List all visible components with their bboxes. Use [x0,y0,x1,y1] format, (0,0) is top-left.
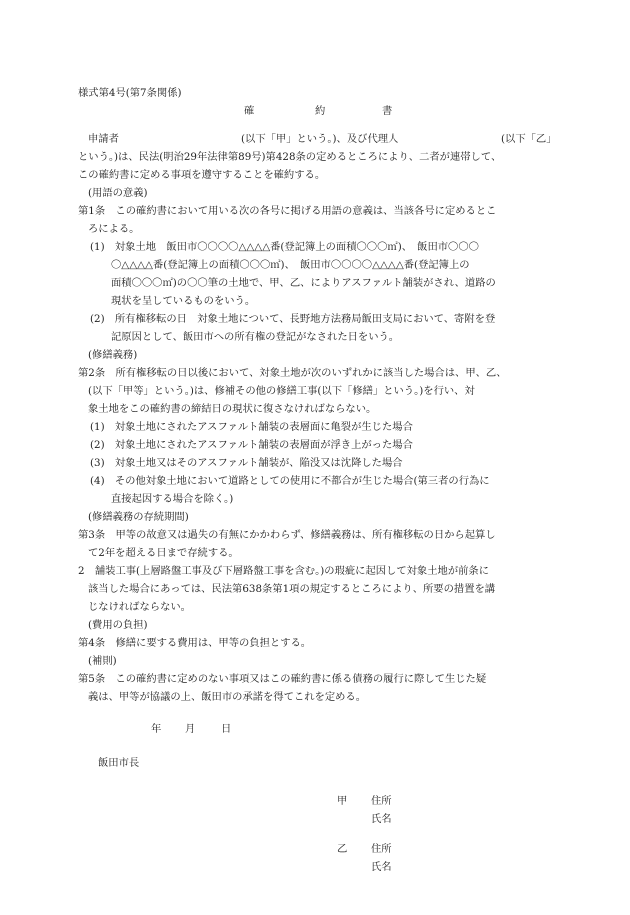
heading-2: (修繕義務) [88,349,138,361]
address-label: 住所 [371,795,392,807]
article-2-item-4: (4) その他対象土地において道路としての使用に不都合が生じた場合(第三者の行為に [90,475,490,487]
title-char: 書 [382,105,393,117]
article-2-item-1: (1) 対象土地にされたアスファルト舗装の表層面に亀裂が生じた場合 [90,421,413,433]
intro-applicant: 申請者 [88,133,119,145]
article-1-item-1: 面積〇〇〇㎡)の〇〇筆の土地で、甲、乙、によりアスファルト舗装がされ、道路の [111,277,496,289]
intro-line-3: この確約書に定める事項を遵守することを確約する。 [78,169,326,181]
article-1-item-1: 現状を呈しているものをいう。 [111,295,256,307]
address-label: 住所 [371,843,392,855]
heading-1: (用語の意義) [88,187,148,199]
article-3-paragraph-2: じなければならない。 [88,601,191,613]
article-2-line: 象土地をこの確約書の締結日の現状に復さなければならない。 [88,403,377,415]
article-3-line: て2年を超える日まで存続する。 [88,547,239,559]
party-ko-address [78,792,556,810]
heading-5: (補則) [88,655,117,667]
intro-line-2: という。)は、民法(明治29年法律第89号)第428条の定めるところにより、二者が連帯して、 [78,151,502,163]
document-title [78,102,556,120]
article-1-line: ろによる。 [88,223,140,235]
party-otsu-address [78,840,556,858]
addressee: 飯田市長 [98,757,140,769]
article-1-item-2: 記原因として、飯田市への所有権の登記がなされた日をいう。 [111,331,400,343]
intro-otsu: (以下「乙」 [501,133,557,145]
title-char: 約 [315,105,326,117]
heading-4: (費用の負担) [88,619,148,631]
intro-agent: (以下「甲」という。)、及び代理人 [241,133,399,145]
article-3-paragraph-2: 該当した場合にあっては、民法第638条第1項の規定するところにより、所要の措置を講 [88,583,496,595]
article-1-line: 第1条 この確約書において用いる次の各号に掲げる用語の意義は、当該各号に定めるとこ [78,205,497,217]
date-day: 日 [221,723,232,735]
article-2-line: 第2条 所有権移転の日以後において、対象土地が次のいずれかに該当した場合は、甲、乙、 [78,367,507,379]
article-3-line: 第3条 甲等の故意又は過失の有無にかかわらず、修繕義務は、所有権移転の日から起算し [78,529,496,541]
article-1-item-1: 〇△△△△番(登記簿上の面積〇〇〇㎡)、 飯田市〇〇〇〇△△△△番(登記簿上の [111,259,470,271]
name-label: 氏名 [371,813,392,825]
party-otsu-name [78,858,556,876]
date-year: 年 [151,723,162,735]
document-body [78,84,556,876]
article-5-line: 第5条 この確約書に定めのない事項又はこの確約書に係る債務の履行に際して生じた疑 [78,673,487,685]
date-month: 月 [185,723,196,735]
article-3-paragraph-2: 2 舗装工事(上層路盤工事及び下層路盤工事を含む。)の瑕疵に起因して対象土地が前条に [78,565,490,577]
party-role: 甲 [337,795,348,807]
article-2-item-3: (3) 対象土地又はそのアスファルト舗装が、陥没又は沈降した場合 [90,457,403,469]
article-1-item-2: (2) 所有権移転の日 対象土地について、長野地方法務局飯田支局において、寄附を登 [90,313,496,325]
heading-3: (修繕義務の存続期間) [88,511,189,523]
title-char: 確 [244,105,255,117]
article-2-item-4: 直接起因する場合を除く。) [111,493,234,505]
article-2-item-2: (2) 対象土地にされたアスファルト舗装の表層面が浮き上がった場合 [90,439,413,451]
intro-line-1 [78,130,556,148]
name-label: 氏名 [371,861,392,873]
article-1-item-1: (1) 対象土地 飯田市〇〇〇〇△△△△番(登記簿上の面積〇〇〇㎡)、 飯田市〇〇〇 [90,241,479,253]
form-number: 様式第4号(第7条関係) [78,87,182,99]
article-4-line: 第4条 修繕に要する費用は、甲等の負担とする。 [78,637,312,649]
party-ko-name [78,810,556,828]
party-role: 乙 [337,843,348,855]
date-line [78,720,556,738]
article-2-line: (以下「甲等」という。)は、修補その他の修繕工事(以下「修繕」という。)を行い、対 [88,385,475,397]
article-5-line: 義は、甲等が協議の上、飯田市の承諾を得てこれを定める。 [88,691,367,703]
